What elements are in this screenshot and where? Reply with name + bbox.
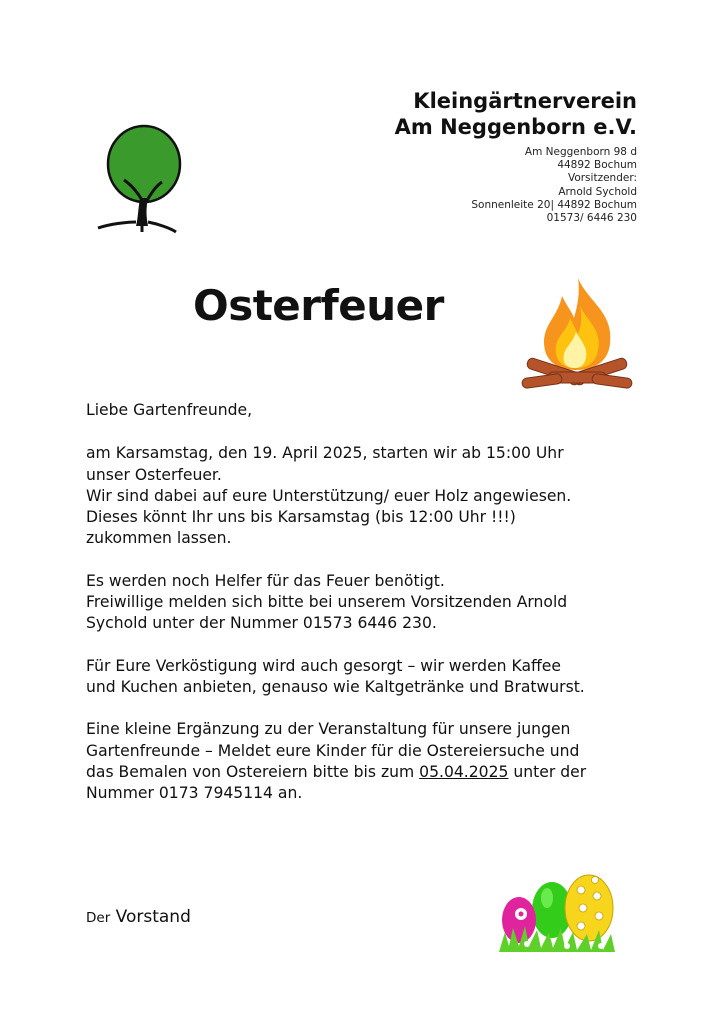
text-line: Dieses könnt Ihr uns bis Karsamstag (bis 12:00 Uhr !!!) <box>86 508 516 527</box>
phone-line: 01573/ 6446 230 <box>546 212 637 225</box>
text-line: unser Osterfeuer. <box>86 465 222 484</box>
address-line: Vorsitzender: <box>567 172 637 185</box>
greeting: Liebe Gartenfreunde, <box>86 401 253 419</box>
organization-name: Kleingärtnerverein <box>413 89 637 113</box>
text-line: das Bemalen von Ostereiern bitte bis zum <box>86 762 420 781</box>
registration-deadline: 05.04.2025 <box>419 762 509 781</box>
address-block <box>395 146 637 225</box>
address-line: Sonnenleite 20| 44892 Bochum <box>471 198 637 211</box>
campfire-icon <box>518 272 636 392</box>
address-line: Am Neggenborn 98 d <box>524 146 637 158</box>
signature <box>86 907 191 927</box>
text-line: Wir sind dabei auf eure Unterstützung/ euer Holz angewiesen. <box>86 486 572 505</box>
text-line: Eine kleine Ergänzung zu der Veranstaltung für unsere jungen <box>86 720 571 739</box>
text-line: unter der <box>508 762 587 781</box>
text-line: Freiwillige melden sich bitte bei unserem Vorsitzenden Arnold <box>86 593 568 612</box>
paragraph-food <box>86 656 646 699</box>
paragraph-event <box>86 443 646 549</box>
letterhead <box>395 88 637 225</box>
paragraph-helpers <box>86 571 646 635</box>
text-line: zukommen lassen. <box>86 529 232 548</box>
easter-eggs-icon <box>497 868 622 953</box>
signature-word: Vorstand <box>115 907 191 927</box>
address-line: Arnold Sychold <box>558 185 637 198</box>
address-line: 44892 Bochum <box>557 159 637 172</box>
text-line: Nummer 0173 7945114 an. <box>86 784 303 803</box>
paragraph-kids <box>86 719 646 804</box>
text-line: Für Eure Verköstigung wird auch gesorgt – wir werden Kaffee <box>86 656 561 675</box>
text-line: Es werden noch Helfer für das Feuer benötigt. <box>86 571 445 590</box>
tree-logo-icon <box>92 118 192 238</box>
signature-prefix: Der <box>86 910 111 926</box>
organization-name-line2: Am Neggenborn e.V. <box>394 115 637 139</box>
text-line: Gartenfreunde – Meldet eure Kinder für die Ostereiersuche und <box>86 741 580 760</box>
letter-body <box>86 400 646 825</box>
text-line: am Karsamstag, den 19. April 2025, starten wir ab 15:00 Uhr <box>86 444 564 463</box>
text-line: und Kuchen anbieten, genauso wie Kaltgetränke und Bratwurst. <box>86 677 585 696</box>
text-line: Sychold unter der Nummer 01573 6446 230. <box>86 614 437 633</box>
page-title: Osterfeuer <box>193 281 444 330</box>
